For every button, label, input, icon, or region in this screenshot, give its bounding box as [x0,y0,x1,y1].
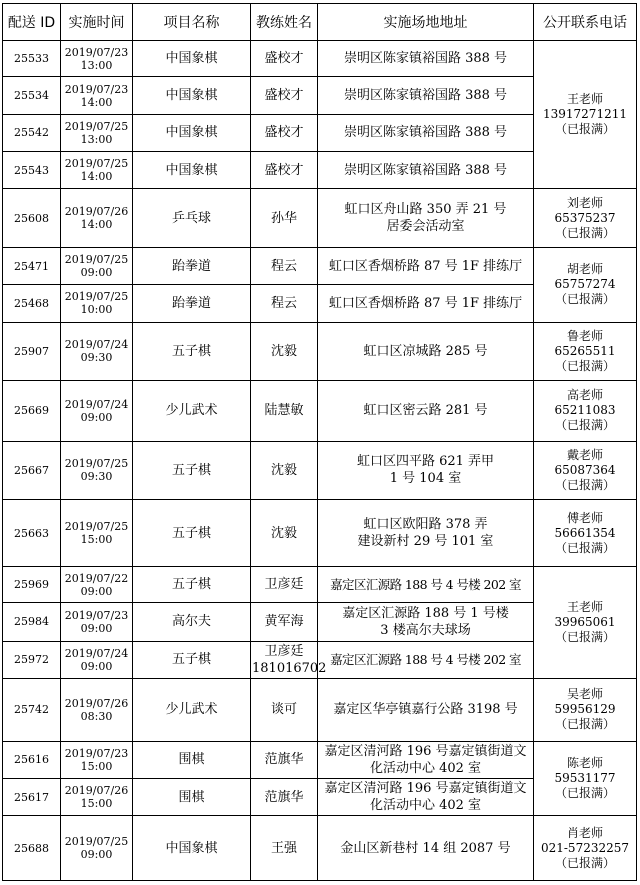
cell-date-text: 2019/07/25 [64,520,129,534]
table-row [3,381,637,442]
cell-hour-text: 08:30 [80,709,113,723]
cell-coach [251,816,318,881]
cell-project: 乒乓球 [133,189,251,248]
cell-project: 中国象棋 [133,114,251,151]
header-time: 实施时间 [61,4,133,41]
cell-coach [251,741,318,778]
cell-hour-text: 13:00 [80,132,113,146]
address-line: 虹口区舟山路 350 弄 21 号 [344,202,507,218]
cell-contact [534,741,637,816]
address-line: 金山区新巷村 14 组 2087 号 [340,840,511,856]
cell-coach [251,114,318,151]
address-line: 嘉定区清河路 196 号嘉定镇街道文 [324,781,527,797]
address-line: 虹口区香烟桥路 87 号 1F 排练厅 [328,258,523,274]
address-line: 崇明区陈家镇裕国路 388 号 [343,162,508,178]
cell-contact [534,247,637,322]
address-line: 嘉定区汇源路 188 号 4 号楼 202 室 [330,652,521,668]
cell-id: 25742 [3,678,61,741]
cell-hour-text: 14:00 [80,170,113,184]
address-line: 嘉定区汇源路 188 号 4 号楼 202 室 [330,577,521,593]
cell-time [61,603,133,641]
cell-id: 25667 [3,441,61,500]
address-line: 崇明区陈家镇裕国路 388 号 [343,125,508,141]
cell-time [61,678,133,741]
coach-line: 卫彦廷 [264,643,304,659]
contact-line: 鲁老师 [566,328,603,343]
cell-hour-text: 14:00 [80,95,113,109]
cell-date-text: 2019/07/26 [64,205,129,219]
address-line: 嘉定区清河路 196 号嘉定镇街道文 [324,743,527,759]
cell-project: 围棋 [133,741,251,778]
cell-date-text: 2019/07/24 [64,646,129,660]
cell-date-text: 2019/07/22 [64,571,129,585]
cell-time [61,816,133,881]
cell-project: 中国象棋 [133,41,251,77]
contact-line: （已报满） [554,358,615,373]
cell-coach [251,189,318,248]
cell-date-text: 2019/07/23 [64,746,129,760]
cell-project: 少儿武术 [133,678,251,741]
cell-id: 25534 [3,77,61,114]
cell-date-text: 2019/07/26 [64,696,129,710]
cell-id: 25984 [3,603,61,641]
cell-time [61,381,133,442]
cell-hour-text: 14:00 [80,218,113,232]
cell-contact [534,441,637,500]
contact-line: 戴老师 [566,447,603,462]
cell-project: 跆拳道 [133,247,251,284]
cell-hour-text: 10:00 [80,303,113,317]
cell-time [61,77,133,114]
cell-hour-text: 09:00 [80,848,113,862]
contact-line: （已报满） [554,540,615,555]
cell-time [61,741,133,778]
contact-line: 傅老师 [566,510,603,525]
header-address: 实施场地地址 [318,4,534,41]
cell-project: 围棋 [133,778,251,815]
contact-line: （已报满） [554,717,615,732]
address-line: 虹口区密云路 281 号 [363,403,488,419]
cell-address [318,566,534,602]
cell-contact [534,816,637,881]
cell-date-text: 2019/07/24 [64,338,129,352]
cell-time [61,152,133,189]
cell-contact [534,189,637,248]
table-row [3,500,637,567]
cell-date-text: 2019/07/25 [64,253,129,267]
table-row [3,189,637,248]
cell-id: 25468 [3,285,61,322]
coach-line: 盛校才 [264,88,304,104]
coach-line: 盛校才 [264,125,304,141]
cell-id: 25471 [3,247,61,284]
contact-line: （已报满） [554,225,615,240]
cell-time [61,41,133,77]
cell-id: 25688 [3,816,61,881]
cell-id: 25542 [3,114,61,151]
contact-line: （已报满） [554,122,615,137]
cell-contact [534,566,637,678]
coach-line: 程云 [270,295,297,311]
contact-line: 65757274 [554,277,616,292]
address-line: 虹口区香烟桥路 87 号 1F 排练厅 [328,295,523,311]
coach-line: 谈可 [270,702,297,718]
contact-line: （已报满） [554,855,615,870]
cell-hour-text: 09:00 [80,659,113,673]
cell-date-text: 2019/07/25 [64,119,129,133]
cell-hour-text: 15:00 [80,797,113,811]
cell-hour-text: 15:00 [80,533,113,547]
address-line: 虹口区四平路 621 弄甲 [356,454,495,470]
cell-time [61,114,133,151]
cell-id: 25617 [3,778,61,815]
cell-id: 25972 [3,641,61,678]
coach-line: 沈毅 [270,525,297,541]
address-line: 崇明区陈家镇裕国路 388 号 [343,51,508,67]
cell-hour-text: 09:00 [80,266,113,280]
cell-project: 中国象棋 [133,152,251,189]
address-line: 1 号 104 室 [389,471,462,487]
contact-line: （已报满） [554,785,615,800]
cell-coach [251,381,318,442]
table-row [3,816,637,881]
cell-contact [534,41,637,189]
cell-coach [251,247,318,284]
cell-coach [251,41,318,77]
cell-id: 25543 [3,152,61,189]
cell-address [318,247,534,284]
cell-time [61,322,133,381]
cell-id: 25533 [3,41,61,77]
coach-line: 盛校才 [264,162,304,178]
cell-coach [251,566,318,602]
cell-contact [534,322,637,381]
cell-address [318,678,534,741]
cell-time [61,778,133,815]
cell-address [318,152,534,189]
cell-coach [251,641,327,678]
cell-address [318,77,534,114]
table-row [3,441,637,500]
contact-line: 65211083 [554,403,616,418]
table-row [3,41,637,77]
contact-line: 56661354 [554,525,616,540]
cell-time [61,285,133,322]
cell-address [318,816,534,881]
cell-address [318,641,534,678]
cell-project: 五子棋 [133,500,251,567]
cell-coach [251,285,318,322]
coach-line: 范旗华 [264,789,304,805]
coach-line: 范旗华 [264,752,304,768]
cell-address [318,741,534,778]
cell-project: 少儿武术 [133,381,251,442]
address-line: 虹口区凉城路 285 号 [363,343,488,359]
contact-line: （已报满） [554,629,615,644]
contact-line: （已报满） [554,292,615,307]
cell-date-text: 2019/07/25 [64,835,129,849]
contact-line: 65087364 [554,462,616,477]
cell-project: 五子棋 [133,566,251,602]
contact-line: 王老师 [566,599,603,614]
contact-line: 65265511 [554,343,616,358]
cell-project: 中国象棋 [133,816,251,881]
cell-address [318,114,534,151]
table-row [3,322,637,381]
cell-coach [251,152,318,189]
contact-line: 59531177 [554,770,616,785]
coach-line: 王强 [270,840,297,856]
address-line: 嘉定区汇源路 188 号 1 号楼 [342,605,509,621]
cell-date-text: 2019/07/23 [64,82,129,96]
coach-line: 181016702 [252,660,327,676]
header-project: 项目名称 [133,4,251,41]
cell-date-text: 2019/07/26 [64,784,129,798]
contact-line: 59956129 [554,702,616,717]
cell-contact [534,381,637,442]
cell-project: 五子棋 [133,441,251,500]
cell-time [61,500,133,567]
address-line: 化活动中心 402 室 [369,798,482,814]
cell-time [61,247,133,284]
cell-contact [534,500,637,567]
header-coach: 教练姓名 [251,4,318,41]
cell-time [61,641,133,678]
cell-project: 中国象棋 [133,77,251,114]
cell-id: 25663 [3,500,61,567]
cell-id: 25969 [3,566,61,602]
cell-date-text: 2019/07/24 [64,397,129,411]
cell-address [318,381,534,442]
cell-date-text: 2019/07/23 [64,45,129,59]
table-row [3,741,637,778]
cell-contact [534,678,637,741]
cell-hour-text: 09:00 [80,621,113,635]
cell-address [318,322,534,381]
cell-hour-text: 09:30 [80,470,113,484]
table-row [3,566,637,602]
cell-id: 25616 [3,741,61,778]
cell-hour-text: 09:30 [80,351,113,365]
cell-id: 25608 [3,189,61,248]
cell-project: 跆拳道 [133,285,251,322]
cell-coach [251,500,318,567]
address-line: 崇明区陈家镇裕国路 388 号 [343,88,508,104]
cell-time [61,441,133,500]
address-line: 3 楼高尔夫球场 [380,622,471,638]
table-row [3,247,637,284]
cell-date-text: 2019/07/25 [64,290,129,304]
cell-hour-text: 13:00 [80,58,113,72]
address-line: 虹口区欧阳路 378 弄 [363,517,488,533]
cell-address [318,778,534,815]
cell-time [61,566,133,602]
header-contact: 公开联系电话 [534,4,637,41]
cell-hour-text: 09:00 [80,410,113,424]
contact-line: （已报满） [554,418,615,433]
contact-line: 高老师 [566,388,603,403]
cell-id: 25669 [3,381,61,442]
contact-line: 肖老师 [566,825,603,840]
cell-coach [251,441,318,500]
schedule-table [2,3,637,881]
coach-line: 卫彦廷 [264,577,304,593]
contact-line: 39965061 [554,614,616,629]
cell-address [318,603,534,641]
address-line: 化活动中心 402 室 [369,760,482,776]
contact-line: 13917271211 [543,107,627,122]
coach-line: 陆慧敏 [264,403,304,419]
coach-line: 盛校才 [264,51,304,67]
cell-date-text: 2019/07/25 [64,157,129,171]
cell-hour-text: 09:00 [80,584,113,598]
address-line: 建设新村 29 号 101 室 [357,534,494,550]
cell-id: 25907 [3,322,61,381]
coach-line: 黄军海 [264,614,304,630]
coach-line: 沈毅 [270,343,297,359]
address-line: 居委会活动室 [386,219,465,235]
cell-address [318,285,534,322]
cell-coach [251,678,318,741]
cell-address [318,41,534,77]
cell-coach [251,778,318,815]
cell-address [318,441,534,500]
coach-line: 孙华 [270,210,297,226]
cell-address [318,189,534,248]
header-id: 配送 ID [3,4,61,41]
cell-date-text: 2019/07/25 [64,457,129,471]
address-line: 嘉定区华亭镇嘉行公路 3198 号 [333,702,518,718]
contact-line: 刘老师 [566,195,603,210]
cell-coach [251,77,318,114]
coach-line: 沈毅 [270,462,297,478]
table-body [3,41,637,881]
contact-line: 胡老师 [566,262,603,277]
cell-project: 五子棋 [133,641,251,678]
contact-line: 陈老师 [566,755,603,770]
cell-time [61,189,133,248]
contact-line: 021-57232257 [540,840,630,855]
contact-line: （已报满） [554,477,615,492]
cell-coach [251,322,318,381]
contact-line: 吴老师 [566,687,603,702]
cell-project: 高尔夫 [133,603,251,641]
cell-address [318,500,534,567]
contact-line: 王老师 [566,92,603,107]
cell-hour-text: 15:00 [80,759,113,773]
cell-project: 五子棋 [133,322,251,381]
header-row [3,4,637,41]
cell-coach [251,603,318,641]
contact-line: 65375237 [554,210,616,225]
cell-date-text: 2019/07/23 [64,608,129,622]
table-row [3,678,637,741]
coach-line: 程云 [270,258,297,274]
